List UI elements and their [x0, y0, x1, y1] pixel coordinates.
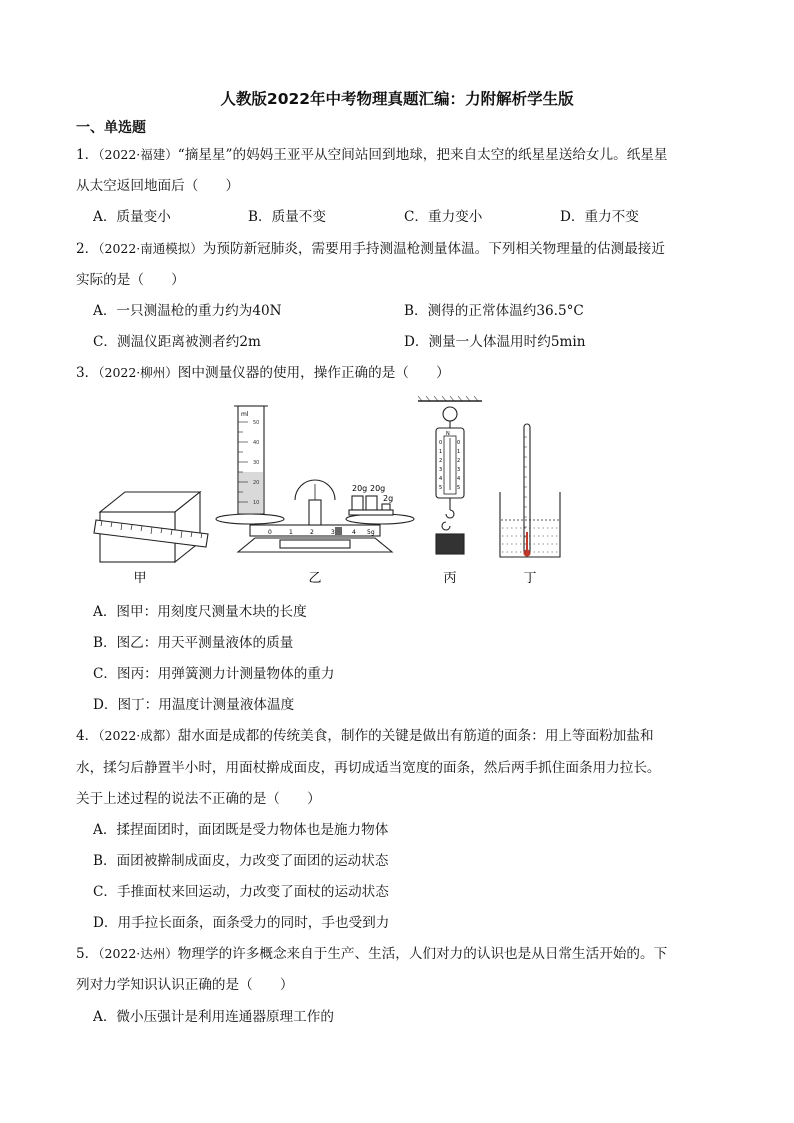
spring-tick: 3	[439, 467, 443, 473]
balance-tick: 5g	[367, 529, 375, 536]
spring-tick: 2	[457, 458, 461, 464]
cylinder-tick: 30	[253, 460, 260, 466]
figure-bing-spring-scale	[418, 396, 482, 554]
q4-option-b: B．面团被擀制成面皮，力改变了面团的运动状态	[93, 853, 389, 869]
cylinder-tick: 40	[253, 440, 260, 446]
cylinder-unit: ml	[241, 411, 249, 418]
question-5-line-1	[76, 945, 667, 963]
question-2-line-1	[76, 240, 665, 258]
spring-unit: N	[446, 431, 450, 437]
cylinder-tick: 50	[253, 420, 260, 426]
figure-label-bing: 丙	[443, 571, 457, 586]
spring-tick: 0	[457, 440, 461, 446]
question-text: 图中测量仪器的使用，操作正确的是（ ）	[177, 365, 450, 381]
question-text: “摘星星”的妈妈王亚平从空间站回到地球，把来自太空的纸星星送给女儿。纸星星	[177, 147, 668, 163]
question-4-line-1	[76, 727, 654, 745]
question-number: 3．	[76, 365, 99, 381]
question-number: 2．	[76, 241, 99, 257]
cylinder-tick: 10	[253, 500, 260, 506]
q1-option-c: C．重力变小	[404, 209, 483, 225]
weight-label: 2g	[383, 494, 394, 503]
question-3-line-1	[76, 364, 450, 382]
weight-label: 20g	[370, 484, 386, 493]
q1-option-d: D．重力不变	[560, 209, 639, 225]
question-number: 4．	[76, 728, 99, 744]
q4-option-d: D．用手拉长面条，面条受力的同时，手也受到力	[93, 915, 390, 931]
q1-option-a: A．质量变小	[93, 209, 171, 225]
q2-option-a: A．一只测温枪的重力约为40N	[93, 303, 282, 319]
balance-tick: 3	[331, 529, 335, 536]
question-source: （2022·福建）	[98, 147, 178, 162]
question-text: 为预防新冠肺炎，需要用手持测温枪测量体温。下列相关物理量的估测最接近	[202, 241, 665, 257]
spring-tick: 3	[457, 467, 461, 473]
q2-option-d: D．测量一人体温用时约5min	[404, 334, 586, 350]
figure-jia-block-ruler	[94, 492, 208, 562]
figure-yi-cylinder-balance	[216, 406, 414, 552]
question-4-line-3: 关于上述过程的说法不正确的是（ ）	[76, 791, 321, 807]
question-1-line-2: 从太空返回地面后（ ）	[76, 178, 240, 194]
spring-tick: 5	[457, 485, 461, 491]
q3-option-a: A．图甲：用刻度尺测量木块的长度	[93, 604, 307, 620]
question-source: （2022·南通模拟）	[98, 241, 203, 256]
weight-label: 20g	[352, 484, 368, 493]
q5-option-a: A．微小压强计是利用连通器原理工作的	[93, 1009, 334, 1025]
section-heading: 一、单选题	[76, 120, 146, 136]
balance-tick: 1	[289, 529, 293, 536]
spring-tick: 0	[439, 440, 443, 446]
question-text: 物理学的许多概念来自于生产、生活，人们对力的认识也是从日常生活开始的。下	[177, 946, 668, 962]
q4-option-a: A．揉捏面团时，面团既是受力物体也是施力物体	[93, 822, 389, 838]
document-title: 人教版2022年中考物理真题汇编：力附解析学生版	[220, 90, 574, 108]
figure-label-ding: 丁	[523, 571, 537, 586]
q3-option-c: C．图丙：用弹簧测力计测量物体的重力	[93, 666, 335, 682]
q3-option-b: B．图乙：用天平测量液体的质量	[93, 635, 294, 651]
spring-tick: 4	[439, 476, 443, 482]
question-5-line-2: 列对力学知识认识正确的是（ ）	[76, 977, 294, 993]
spring-tick: 5	[439, 485, 443, 491]
question-text: 甜水面是成都的传统美食，制作的关键是做出有筋道的面条：用上等面粉加盐和	[177, 728, 654, 744]
spring-tick: 1	[457, 449, 461, 455]
cylinder-tick: 20	[253, 480, 260, 486]
q1-option-b: B．质量不变	[248, 209, 326, 225]
question-number: 5．	[76, 946, 99, 962]
question-2-line-2: 实际的是（ ）	[76, 272, 185, 288]
spring-tick: 1	[439, 449, 443, 455]
q2-option-b: B．测得的正常体温约36.5°C	[404, 303, 584, 319]
question-source: （2022·柳州）	[98, 365, 178, 380]
balance-tick: 0	[268, 529, 272, 536]
question-source: （2022·成都）	[98, 728, 178, 743]
figure-label-jia: 甲	[133, 571, 147, 586]
q2-option-c: C．测温仪距离被测者约2m	[93, 334, 261, 350]
question-1-line-1	[76, 146, 667, 164]
question-source: （2022·达州）	[98, 946, 178, 961]
figure-ding-thermometer-beaker	[500, 424, 560, 557]
question-4-line-2: 水，揉匀后静置半小时，用面杖擀成面皮，再切成适当宽度的面条，然后两手抓住面条用力拉长。	[76, 760, 661, 776]
measuring-instruments-figure	[90, 392, 690, 592]
q3-option-d: D．图丁：用温度计测量液体温度	[93, 697, 295, 713]
balance-tick: 2	[310, 529, 314, 536]
spring-tick: 2	[439, 458, 443, 464]
figure-label-yi: 乙	[308, 571, 322, 586]
question-number: 1．	[76, 147, 99, 163]
spring-tick: 4	[457, 476, 461, 482]
balance-tick: 4	[352, 529, 356, 536]
q4-option-c: C．手推面杖来回运动，力改变了面杖的运动状态	[93, 884, 389, 900]
